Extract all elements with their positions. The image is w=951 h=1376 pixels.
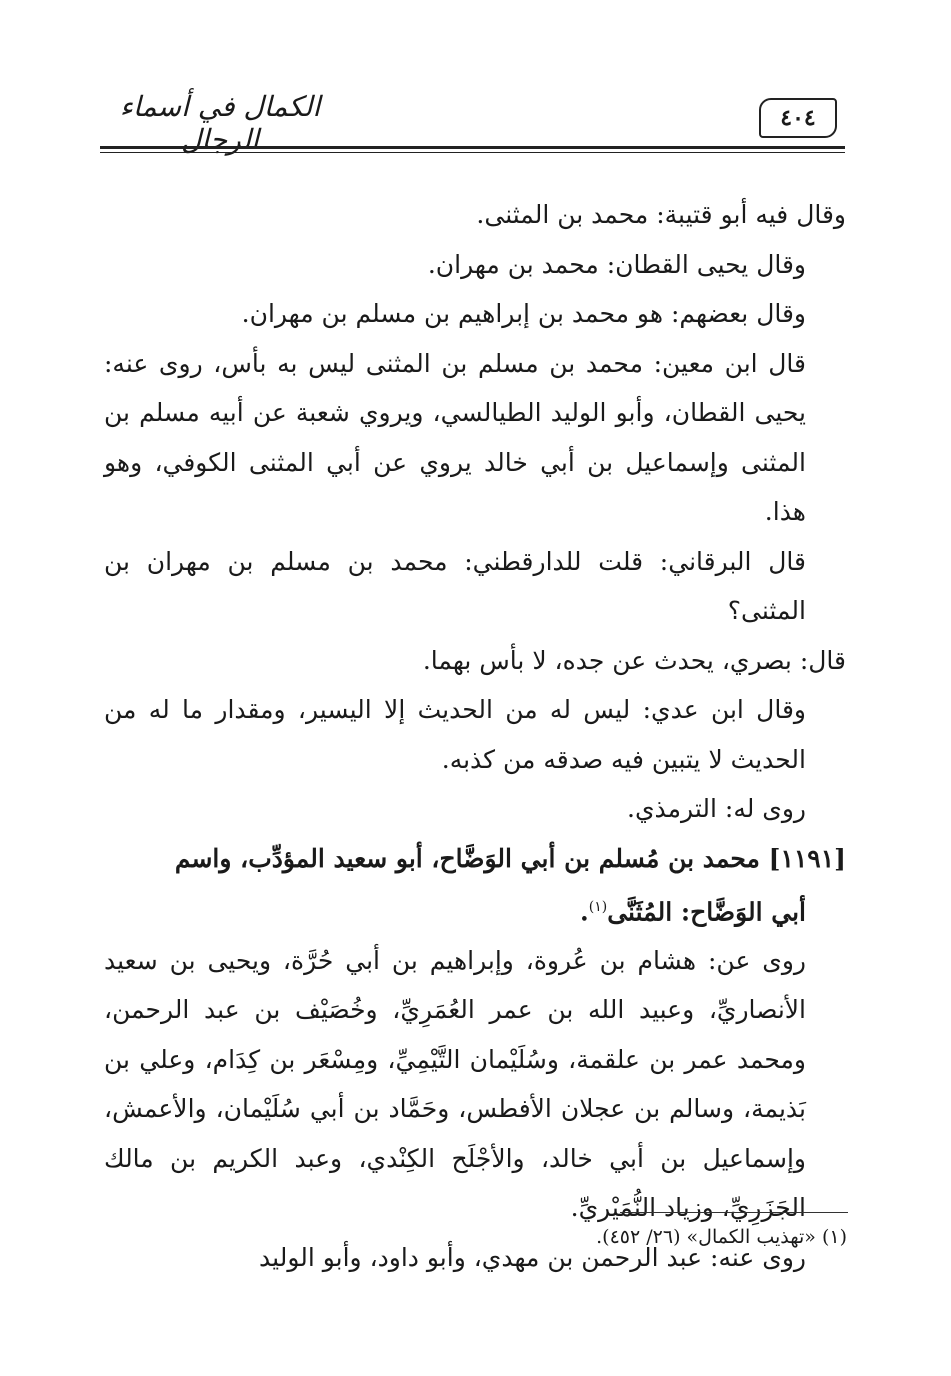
page-number: ٤٠٤ bbox=[759, 98, 837, 138]
book-title: الكمال في أسماء الرجال bbox=[119, 90, 321, 156]
entry-heading-line-2 bbox=[104, 883, 846, 936]
text-paragraph-ibn-adi: وقال ابن عدي: ليس له من الحديث إلا اليسير، ومقدار ما له من الحديث لا يتبين فيه صدقه من كذبه. bbox=[104, 695, 806, 774]
text-paragraph-narrated-from: روى عن: هشام بن عُروة، وإبراهيم بن أبي حُرَّة، ويحيى بن سعيد الأنصاريِّ، وعبيد الله بن عمر العُمَرِيِّ، وخُصَيْف بن عبد الرحمن، ومحمد عمر بن علقمة، وسُلَيْمان التَّيْمِيِّ، ومِسْعَر بن كِدَام، وعلي بن بَذيمة، وسالم بن عجلان الأفطس، وحَمَّاد بن أبي سُلَيْمان، والأعمش، وإسماعيل بن أبي خالد، والأجْلَح الكِنْدي، وعبد الكريم بن مالك الجَزَرِيِّ، وزياد النُّمَيْريِّ. bbox=[104, 945, 807, 1223]
footnote-rule bbox=[620, 1212, 848, 1213]
entry-heading bbox=[104, 834, 846, 936]
header-rule bbox=[100, 146, 845, 149]
text-line-tirmidhi: روى له: الترمذي. bbox=[627, 794, 806, 823]
header-rule-thin bbox=[100, 152, 845, 153]
text-line-1: وقال فيه أبو قتيبة: محمد بن المثنى. bbox=[476, 200, 846, 229]
entry-heading-period: . bbox=[580, 896, 589, 926]
text-line-2: وقال يحيى القطان: محمد بن مهران. bbox=[427, 249, 806, 279]
text-line-3: وقال بعضهم: هو محمد بن إبراهيم بن مسلم بن مهران. bbox=[241, 299, 806, 328]
entry-heading-line-1: [١١٩١] محمد بن مُسلم بن أبي الوَضَّاح، أبو سعيد المؤدِّب، واسم bbox=[174, 843, 846, 873]
main-text bbox=[104, 190, 846, 1282]
text-line-basri: قال: بصري، يحدث عن جده، لا بأس بهما. bbox=[422, 645, 846, 675]
text-paragraph-narrated-by: روى عنه: عبد الرحمن بن مهدي، وأبو داود، وأبو الوليد bbox=[259, 1242, 806, 1272]
footnote: (١) «تهذيب الكمال» (٢٦/ ٤٥٢). bbox=[596, 1226, 847, 1248]
entry-heading-name: أبي الوَضَّاح: المُثَنَّى bbox=[607, 896, 806, 926]
text-paragraph-ibn-maeen: قال ابن معين: محمد بن مسلم بن المثنى ليس به بأس، روى عنه: يحيى القطان، وأبو الوليد الطيالسي، ويروي شعبة عن أبيه مسلم بن المثنى وإسماعيل بن أبي خالد يروي عن أبي المثنى الكوفي، وهو هذا. bbox=[104, 348, 807, 526]
footnote-marker: (١) bbox=[588, 898, 608, 915]
text-line-barqani: قال البرقاني: قلت للدارقطني: محمد بن مسلم بن مهران بن المثنى؟ bbox=[104, 546, 806, 625]
page-header bbox=[100, 86, 845, 156]
